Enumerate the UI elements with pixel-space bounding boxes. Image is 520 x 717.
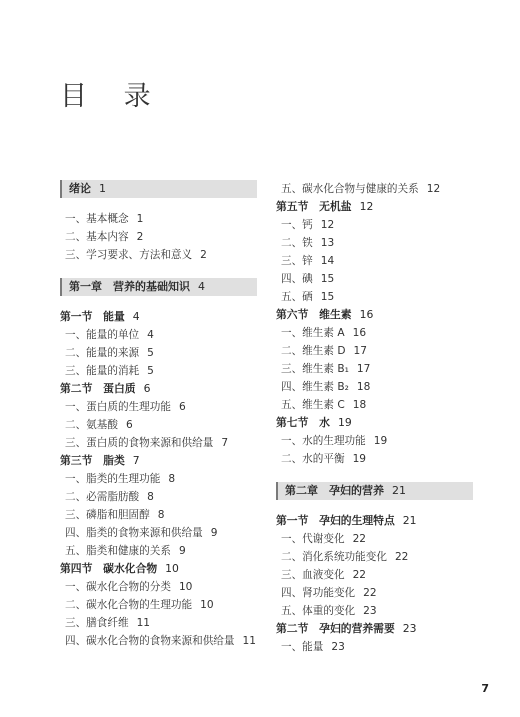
section-heading — [276, 414, 476, 432]
entry-title: 三、磷脂和胆固醇 — [65, 509, 150, 521]
toc-entry — [276, 378, 476, 396]
entry-page-number: 15 — [320, 291, 335, 303]
section-heading — [60, 560, 260, 578]
entry-title: 第一节 孕妇的生理特点 — [276, 514, 395, 527]
toc-entry — [276, 180, 476, 198]
entry-page-number: 19 — [337, 416, 352, 429]
entry-page-number: 9 — [210, 527, 218, 539]
toc-entry — [60, 488, 260, 506]
toc-entry — [276, 530, 476, 548]
entry-page-number: 23 — [363, 605, 377, 617]
entry-title: 一、维生素 A — [281, 327, 345, 339]
section-heading — [276, 198, 476, 216]
chapter-heading — [60, 278, 257, 296]
entry-title: 第二节 孕妇的营养需要 — [276, 622, 395, 635]
entry-page-number: 16 — [359, 308, 374, 321]
entry-title: 第四节 碳水化合物 — [60, 562, 158, 575]
toc-entry — [60, 362, 260, 380]
entry-page-number: 5 — [147, 347, 154, 359]
entry-page-number: 13 — [320, 237, 335, 249]
entry-page-number: 4 — [198, 280, 205, 293]
toc-entry — [276, 270, 476, 288]
toc-entry — [60, 614, 260, 632]
entry-page-number: 23 — [402, 622, 417, 635]
entry-page-number: 17 — [353, 345, 367, 357]
entry-title: 四、碳水化合物的食物来源和供给量 — [65, 635, 235, 647]
toc-entry — [276, 360, 476, 378]
toc-entry — [276, 566, 476, 584]
entry-page-number: 16 — [352, 327, 367, 339]
toc-entry — [276, 602, 476, 620]
entry-page-number: 8 — [147, 491, 154, 503]
entry-page-number: 21 — [402, 514, 417, 527]
toc-entry — [60, 416, 260, 434]
toc-entry — [276, 288, 476, 306]
toc-entry — [60, 578, 260, 596]
section-heading — [276, 512, 476, 530]
toc-entry — [276, 252, 476, 270]
entry-page-number: 1 — [99, 182, 106, 195]
entry-page-number: 12 — [359, 200, 374, 213]
entry-title: 第五节 无机盐 — [276, 200, 352, 213]
entry-page-number: 18 — [352, 399, 367, 411]
entry-title: 二、氨基酸 — [65, 419, 118, 431]
entry-title: 二、基本内容 — [65, 231, 129, 243]
section-heading — [60, 380, 260, 398]
toc-entry — [276, 342, 476, 360]
entry-page-number: 22 — [394, 551, 409, 563]
entry-title: 第二章 孕妇的营养 — [285, 484, 384, 497]
entry-page-number: 18 — [356, 381, 371, 393]
toc-left-column — [60, 180, 260, 650]
toc-entry — [276, 638, 476, 656]
entry-title: 二、能量的来源 — [65, 347, 140, 359]
entry-title: 第一节 能量 — [60, 310, 125, 323]
toc-entry — [60, 524, 260, 542]
toc-right-column — [276, 180, 476, 656]
entry-title: 第七节 水 — [276, 416, 330, 429]
entry-page-number: 9 — [178, 545, 186, 557]
entry-page-number: 14 — [320, 255, 335, 267]
entry-title: 一、能量的单位 — [65, 329, 140, 341]
entry-title: 一、脂类的生理功能 — [65, 473, 161, 485]
entry-title: 二、水的平衡 — [281, 453, 345, 465]
entry-title: 四、碘 — [281, 273, 313, 285]
entry-title: 一、能量 — [281, 641, 324, 653]
toc-entry — [276, 396, 476, 414]
toc-entry — [60, 596, 260, 614]
entry-title: 四、脂类的食物来源和供给量 — [65, 527, 203, 539]
section-heading — [276, 620, 476, 638]
entry-page-number: 6 — [125, 419, 133, 431]
page-number: 7 — [481, 682, 489, 695]
section-heading — [60, 308, 260, 326]
entry-title: 二、碳水化合物的生理功能 — [65, 599, 193, 611]
entry-page-number: 15 — [320, 273, 335, 285]
entry-page-number: 6 — [143, 382, 151, 395]
entry-page-number: 7 — [132, 454, 140, 467]
entry-title: 五、脂类和健康的关系 — [65, 545, 171, 557]
toc-entry — [60, 228, 260, 246]
entry-page-number: 19 — [352, 453, 367, 465]
entry-title: 五、硒 — [281, 291, 313, 303]
entry-title: 一、蛋白质的生理功能 — [65, 401, 171, 413]
toc-entry — [60, 470, 260, 488]
entry-title: 三、学习要求、方法和意义 — [65, 249, 193, 261]
entry-page-number: 10 — [178, 581, 193, 593]
entry-title: 一、碳水化合物的分类 — [65, 581, 171, 593]
entry-page-number: 2 — [136, 231, 144, 243]
entry-page-number: 6 — [178, 401, 186, 413]
page-title: 目 录 — [60, 81, 165, 112]
entry-title: 一、水的生理功能 — [281, 435, 366, 447]
entry-title: 三、膳食纤维 — [65, 617, 129, 629]
toc-entry — [276, 324, 476, 342]
entry-page-number: 4 — [132, 310, 140, 323]
entry-title: 二、消化系统功能变化 — [281, 551, 387, 563]
entry-page-number: 1 — [136, 213, 144, 225]
toc-entry — [276, 548, 476, 566]
entry-page-number: 4 — [147, 329, 154, 341]
entry-page-number: 12 — [426, 183, 441, 195]
entry-title: 三、蛋白质的食物来源和供给量 — [65, 437, 214, 449]
entry-page-number: 11 — [136, 617, 151, 629]
entry-title: 二、维生素 D — [281, 345, 346, 357]
toc-entry — [276, 432, 476, 450]
entry-page-number: 2 — [200, 249, 207, 261]
chapter-heading — [276, 482, 473, 500]
toc-entry — [276, 216, 476, 234]
entry-title: 三、能量的消耗 — [65, 365, 140, 377]
entry-title: 五、维生素 C — [281, 399, 345, 411]
entry-page-number: 22 — [352, 533, 367, 545]
toc-entry — [276, 234, 476, 252]
toc-entry — [60, 326, 260, 344]
toc-entry — [276, 450, 476, 468]
entry-page-number: 22 — [352, 569, 367, 581]
chapter-heading — [60, 180, 257, 198]
section-heading — [60, 452, 260, 470]
entry-page-number: 8 — [157, 509, 165, 521]
toc-entry — [60, 210, 260, 228]
toc-entry — [276, 584, 476, 602]
entry-page-number: 21 — [392, 484, 406, 497]
entry-title: 三、维生素 B₁ — [281, 363, 349, 375]
entry-title: 五、体重的变化 — [281, 605, 356, 617]
entry-page-number: 22 — [363, 587, 377, 599]
entry-page-number: 7 — [221, 437, 229, 449]
entry-page-number: 10 — [165, 562, 179, 575]
entry-title: 第六节 维生素 — [276, 308, 352, 321]
entry-title: 绪论 — [69, 182, 91, 195]
entry-title: 一、基本概念 — [65, 213, 129, 225]
entry-title: 一、钙 — [281, 219, 313, 231]
entry-page-number: 8 — [168, 473, 176, 485]
entry-title: 三、血液变化 — [281, 569, 345, 581]
entry-title: 一、代谢变化 — [281, 533, 345, 545]
entry-title: 第一章 营养的基础知识 — [69, 280, 190, 293]
entry-page-number: 10 — [200, 599, 214, 611]
toc-entry — [60, 542, 260, 560]
entry-title: 四、维生素 B₂ — [281, 381, 349, 393]
entry-title: 四、肾功能变化 — [281, 587, 356, 599]
toc-entry — [60, 398, 260, 416]
entry-title: 二、必需脂肪酸 — [65, 491, 140, 503]
entry-title: 五、碳水化合物与健康的关系 — [281, 183, 419, 195]
entry-page-number: 17 — [356, 363, 371, 375]
toc-entry — [60, 632, 260, 650]
entry-page-number: 19 — [373, 435, 388, 447]
entry-page-number: 23 — [331, 641, 345, 653]
entry-page-number: 11 — [242, 635, 256, 647]
entry-page-number: 5 — [147, 365, 154, 377]
entry-title: 第三节 脂类 — [60, 454, 125, 467]
entry-page-number: 12 — [320, 219, 335, 231]
toc-entry — [60, 506, 260, 524]
toc-entry — [60, 434, 260, 452]
entry-title: 三、锌 — [281, 255, 313, 267]
section-heading — [276, 306, 476, 324]
toc-entry — [60, 246, 260, 264]
entry-title: 第二节 蛋白质 — [60, 382, 136, 395]
toc-entry — [60, 344, 260, 362]
entry-title: 二、铁 — [281, 237, 313, 249]
